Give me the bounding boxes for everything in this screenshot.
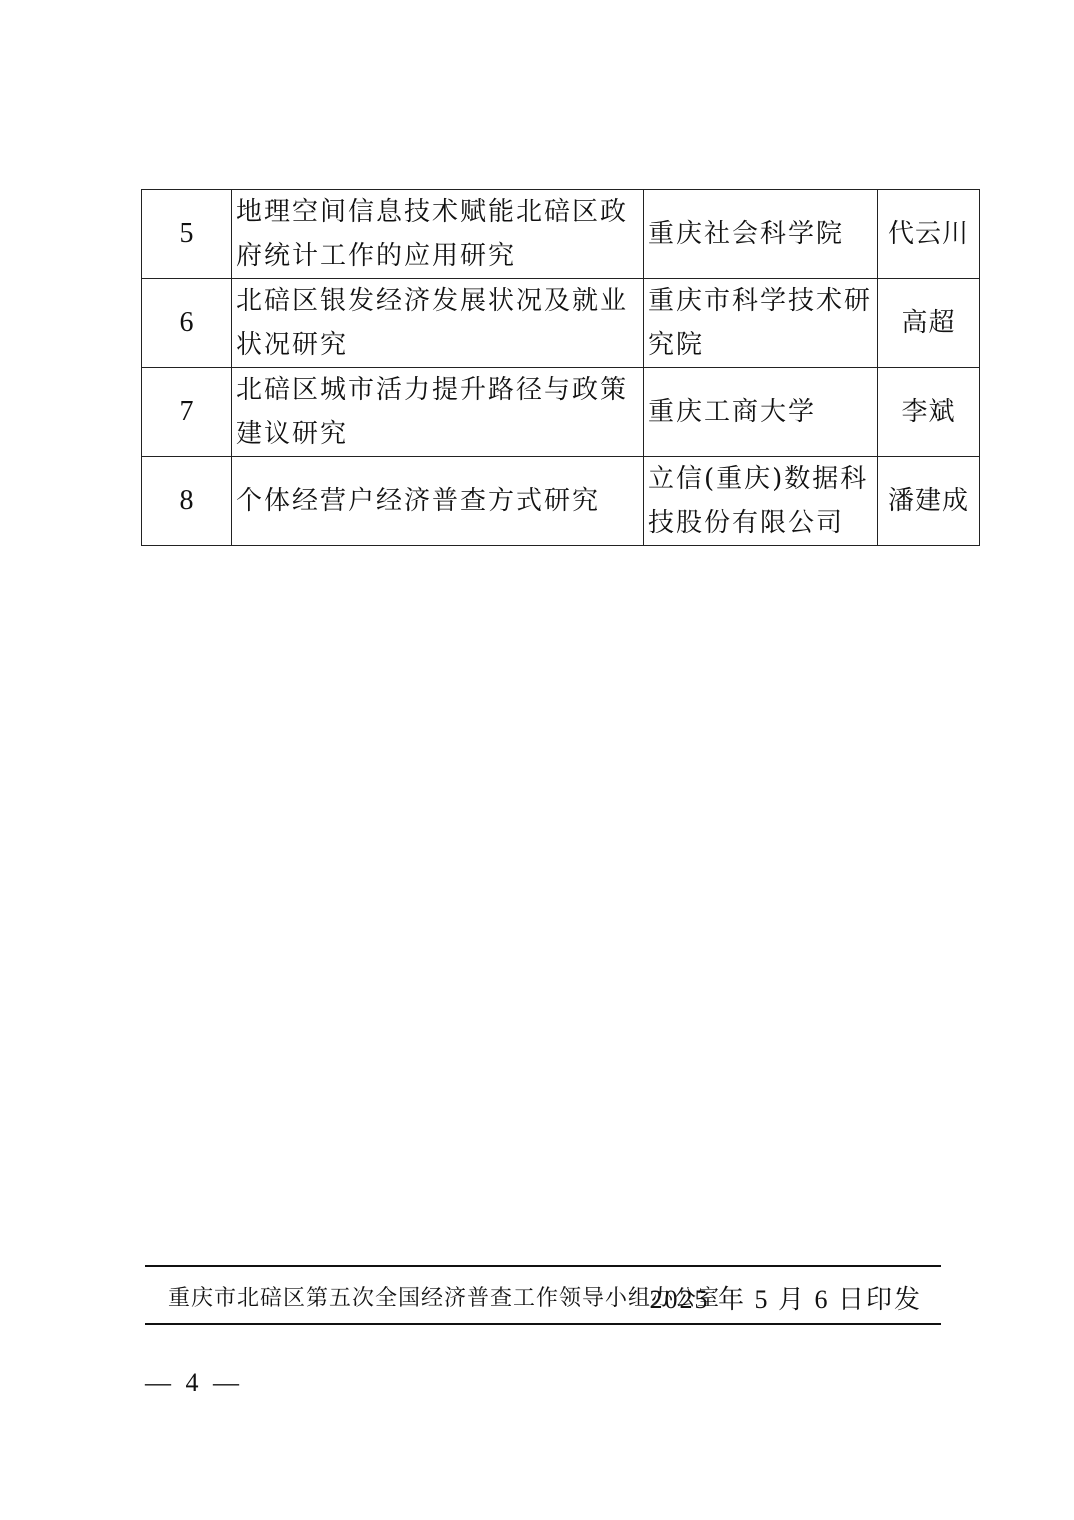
row-number: 5 <box>142 190 232 279</box>
project-title: 北碚区银发经济发展状况及就业状况研究 <box>232 279 644 368</box>
page-number: — 4 — <box>145 1368 243 1397</box>
row-number: 7 <box>142 368 232 457</box>
undertaking-organization: 重庆市科学技术研究院 <box>644 279 878 368</box>
footer-top-rule <box>145 1265 941 1267</box>
undertaking-organization: 重庆工商大学 <box>644 368 878 457</box>
project-leader: 高超 <box>878 279 980 368</box>
table-row <box>142 190 980 279</box>
project-table <box>141 189 980 546</box>
issuing-office: 重庆市北碚区第五次全国经济普查工作领导小组办公室 <box>168 1286 721 1311</box>
project-leader: 李斌 <box>878 368 980 457</box>
project-title: 地理空间信息技术赋能北碚区政府统计工作的应用研究 <box>232 190 644 279</box>
project-leader: 潘建成 <box>878 457 980 546</box>
undertaking-organization: 立信(重庆)数据科技股份有限公司 <box>644 457 878 546</box>
table-row <box>142 368 980 457</box>
table-row <box>142 279 980 368</box>
project-title: 个体经营户经济普查方式研究 <box>232 457 644 546</box>
table-row <box>142 457 980 546</box>
project-leader: 代云川 <box>878 190 980 279</box>
row-number: 6 <box>142 279 232 368</box>
project-title: 北碚区城市活力提升路径与政策建议研究 <box>232 368 644 457</box>
issue-date: 2025 年 5 月 6 日印发 <box>649 1285 922 1314</box>
row-number: 8 <box>142 457 232 546</box>
undertaking-organization: 重庆社会科学院 <box>644 190 878 279</box>
footer-bottom-rule <box>145 1323 941 1325</box>
